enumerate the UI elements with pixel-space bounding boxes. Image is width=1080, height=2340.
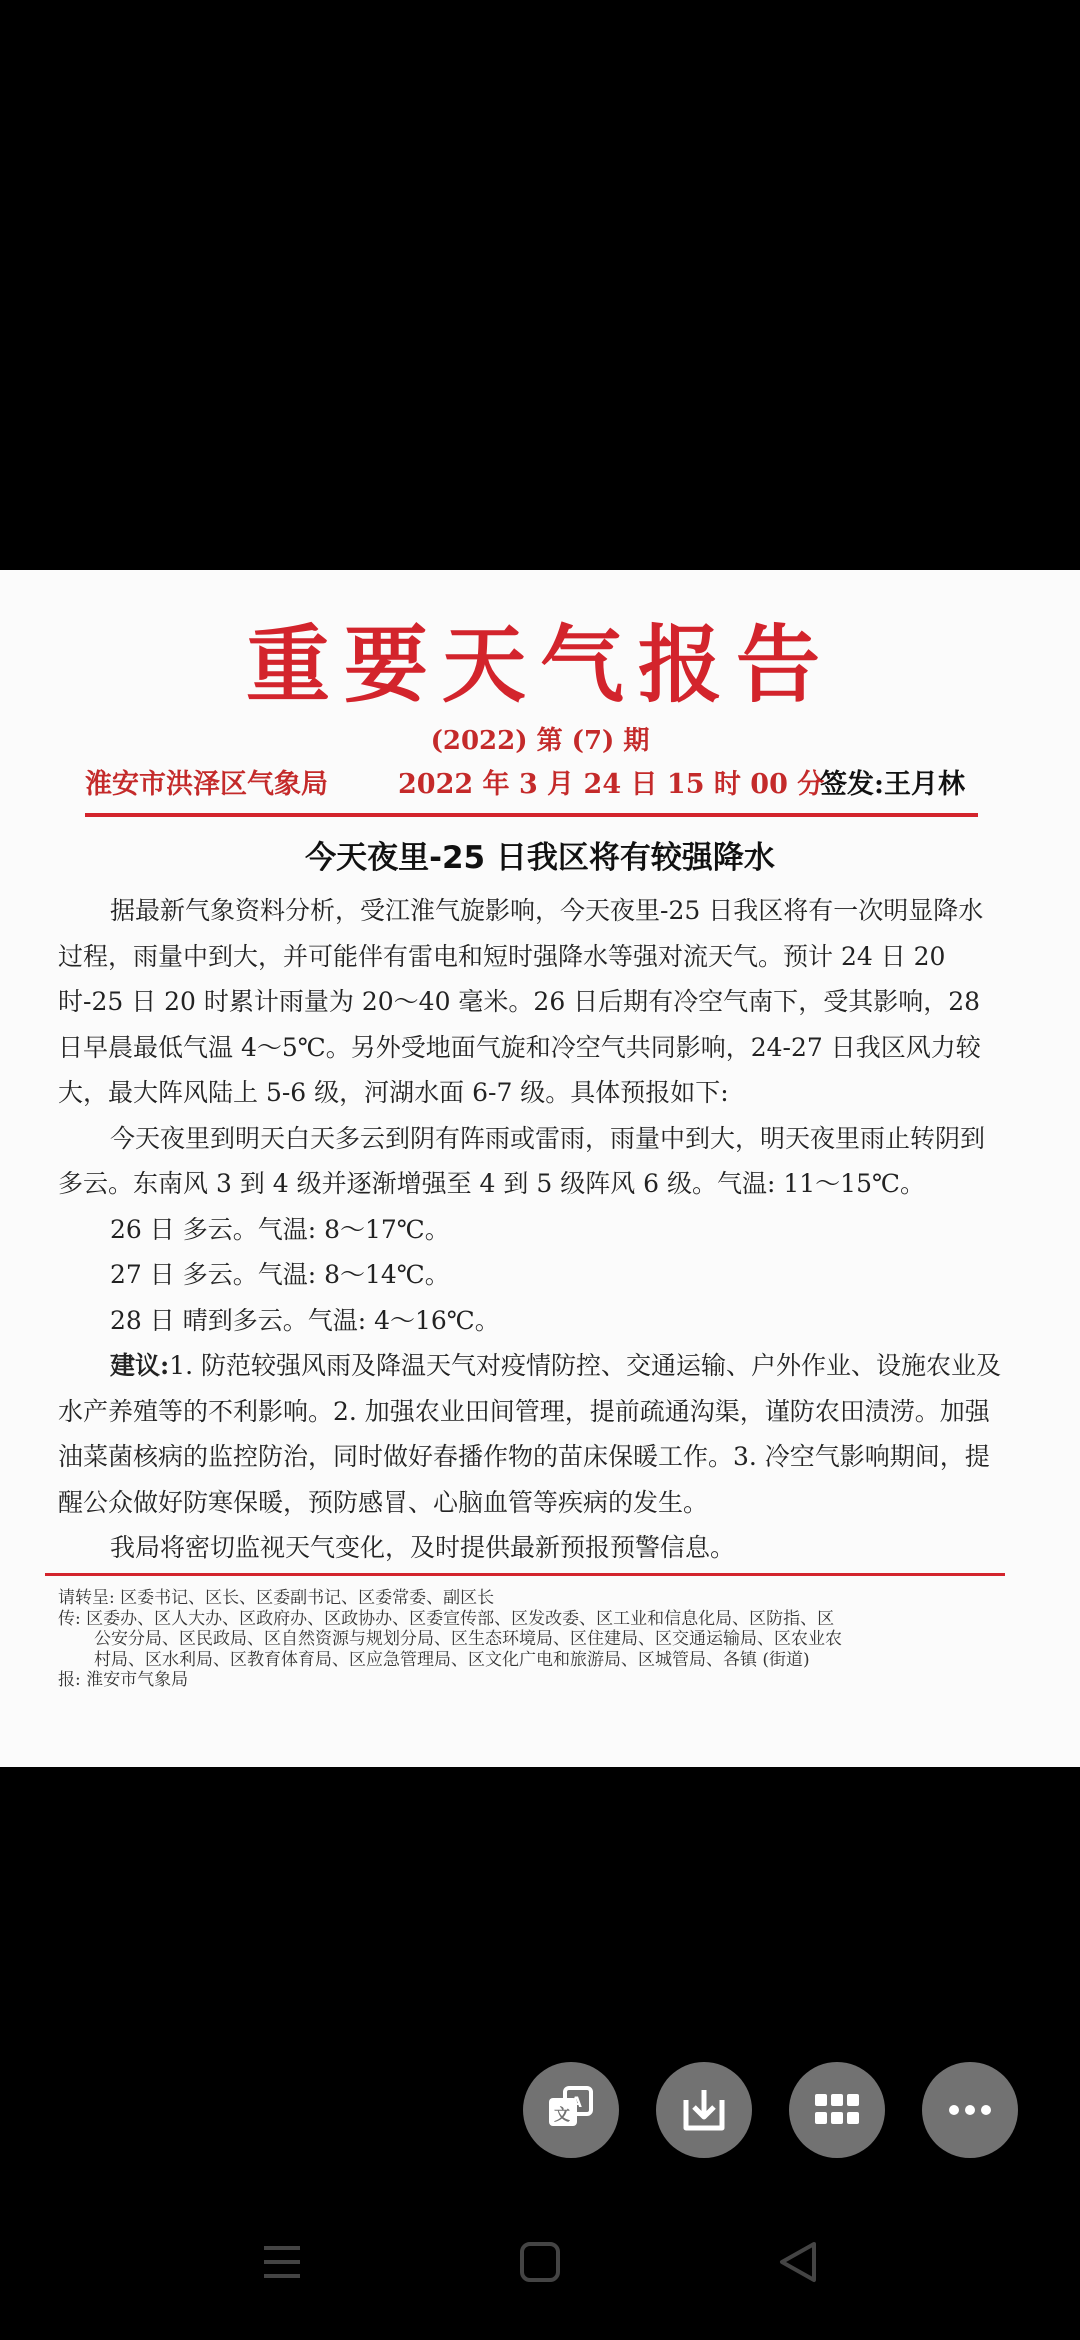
report-line: 报: 淮安市气象局: [58, 1670, 189, 1690]
more-button[interactable]: [922, 2062, 1018, 2158]
footer-rule: [45, 1573, 1005, 1576]
nav-home-button[interactable]: [510, 2232, 570, 2292]
nav-menu-button[interactable]: [252, 2232, 312, 2292]
svg-text:A: A: [571, 2095, 582, 2111]
home-square-icon: [516, 2238, 564, 2286]
menu-icon: [258, 2238, 306, 2286]
issue-datetime: 2022 年 3 月 24 日 15 时 00 分: [398, 769, 825, 800]
issuer: 淮安市洪泽区气象局: [85, 769, 328, 800]
translate-icon: [543, 2082, 599, 2138]
svg-text:文: 文: [554, 2105, 571, 2124]
signer: 签发:王月林: [820, 769, 965, 800]
download-button[interactable]: [656, 2062, 752, 2158]
apps-button[interactable]: [789, 2062, 885, 2158]
advice-text: 1. 防范较强风雨及降温天气对疫情防控、交通运输、户外作业、设施农业及水产养殖等的不利影响。2. 加强农业田间管理，提前疏通沟渠，谨防农田渍涝。加强油菜菌核病的监控防治，同时做好春播作物的苗床保暖工作。3. 冷空气影响期间，提醒公众做好防寒保暖，预防感冒、心脑血管等疾病的发生。: [58, 1351, 1002, 1517]
more-icon: [942, 2082, 998, 2138]
distribution-footer: [58, 1588, 1018, 1691]
translate-button[interactable]: [523, 2062, 619, 2158]
document-image: [0, 570, 1080, 1767]
cc-line: 请转呈: 区委书记、区长、区委副书记、区委常委、副区长: [58, 1588, 495, 1608]
download-icon: [676, 2082, 732, 2138]
send-line-1: 传: 区委办、区人大办、区政府办、区政协办、区委宣传部、区发改委、区工业和信息化局、区防指、区: [58, 1608, 835, 1629]
apps-grid-icon: [809, 2082, 865, 2138]
report-title: 重要天气报告: [245, 615, 834, 714]
forecast-day-28: 28 日 晴到多云。气温: 4～16℃。: [110, 1305, 500, 1335]
paragraph-closing: 我局将密切监视天气变化，及时提供最新预报预警信息。: [110, 1533, 736, 1562]
forecast-day-26: 26 日 多云。气温: 8～17℃。: [110, 1214, 450, 1244]
forecast-day-27: 27 日 多云。气温: 8～14℃。: [110, 1260, 450, 1289]
nav-back-button[interactable]: [768, 2232, 828, 2292]
back-triangle-icon: [774, 2238, 822, 2286]
issue-number: (2022) 第 (7) 期: [430, 726, 650, 756]
paragraph-analysis: 据最新气象资料分析，受江淮气旋影响，今天夜里-25 日我区将有一次明显降水过程，雨量中到大，并可能伴有雷电和短时强降水等强对流天气。预计 24 日 20 时-25 日 20 时累计雨量为 20～40 毫米。26 日后期有冷空气南下，受其影响，28 日早晨最低气温 4～5℃。另外受地面气旋和冷空气共同影响，24-27 日我区风力较大，最大阵风陆上 5-6 级，河湖水面 6-7 级。具体预报如下:: [58, 896, 984, 1107]
advice-label: 建议:: [110, 1351, 170, 1380]
paragraph-forecast: 今天夜里到明天白天多云到阴有阵雨或雷雨，雨量中到大，明天夜里雨止转阴到多云。东南风 3 到 4 级并逐渐增强至 4 到 5 级阵风 6 级。气温: 11～15℃。: [58, 1123, 986, 1198]
send-line-2: 公安分局、区民政局、区自然资源与规划分局、区生态环境局、区住建局、区交通运输局、区农业农: [94, 1629, 842, 1649]
paragraph-advice: [58, 1343, 1008, 1525]
send-line-3: 村局、区水利局、区教育体育局、区应急管理局、区文化广电和旅游局、区城管局、各镇 (街道): [94, 1649, 810, 1670]
headline: 今天夜里-25 日我区将有较强降水: [305, 840, 775, 876]
header-rule: [85, 813, 978, 817]
report-body: [58, 888, 1008, 1571]
